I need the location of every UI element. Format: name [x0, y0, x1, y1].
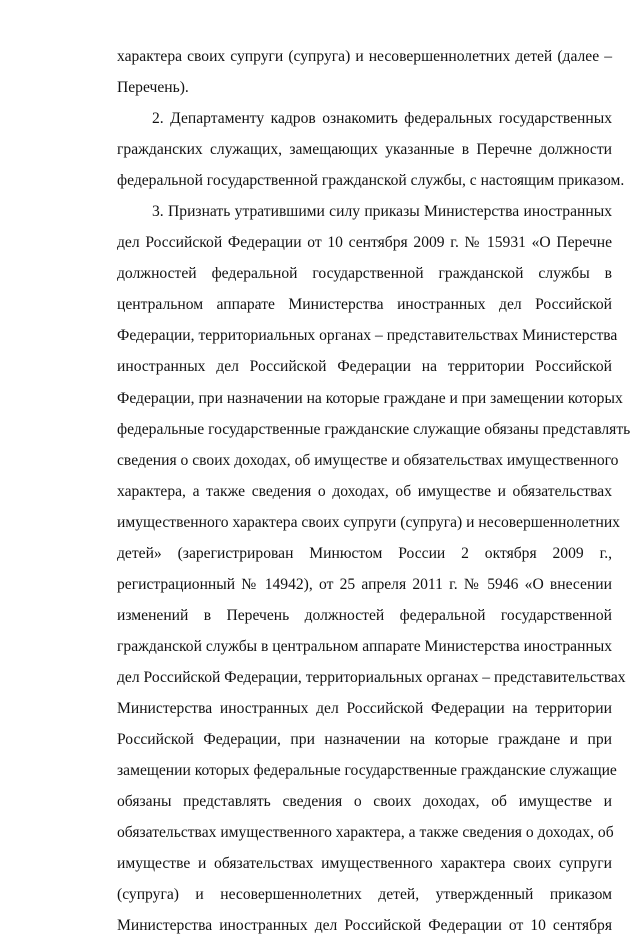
text-line: регистрационный № 14942), от 25 апреля 2011 г. № 5946 «О внесении	[117, 575, 612, 593]
text-line: центральном аппарате Министерства иностранных дел Российской	[117, 296, 612, 314]
text-line: сведения о своих доходах, об имуществе и обязательствах имущественного	[117, 451, 619, 469]
text-line: гражданской службы в центральном аппарате Министерства иностранных	[117, 637, 613, 655]
text-line: Российской Федерации, при назначении на которые граждане и при	[117, 731, 612, 749]
text-line: федеральной государственной гражданской службы, с настоящим приказом.	[117, 172, 625, 190]
text-line: гражданских служащих, замещающих указанные в Перечне должности	[117, 141, 612, 159]
text-line: Министерства иностранных дел Российской Федерации на территории	[117, 699, 612, 717]
text-line: иностранных дел Российской Федерации на территории Российской	[117, 358, 612, 376]
text-line: характера, а также сведения о доходах, об имуществе и обязательствах	[117, 482, 612, 500]
text-line: обязаны представлять сведения о своих доходах, об имуществе и	[117, 793, 612, 811]
text-line: дел Российской Федерации от 10 сентября 2009 г. № 15931 «О Перечне	[117, 234, 612, 252]
text-line: должностей федеральной государственной гражданской службы в	[117, 265, 612, 283]
document-body	[117, 41, 631, 941]
text-line: обязательствах имущественного характера, а также сведения о доходах, об	[117, 824, 614, 842]
paragraph-2	[117, 103, 625, 196]
text-line: имущественного характера своих супруги (супруга) и несовершеннолетних	[117, 513, 620, 531]
text-line: (супруга) и несовершеннолетних детей, утвержденный приказом	[117, 886, 612, 904]
text-line: характера своих супруги (супруга) и несовершеннолетних детей (далее –	[117, 48, 612, 65]
text-line: имуществе и обязательствах имущественного характера своих супруги	[117, 855, 612, 873]
text-line: Перечень).	[117, 79, 189, 97]
text-line: детей» (зарегистрирован Минюстом России 2 октября 2009 г.,	[117, 544, 612, 562]
text-line: Федерации, при назначении на которые граждане и при замещении которых	[117, 389, 623, 407]
text-line: 3. Признать утратившими силу приказы Министерства иностранных	[152, 203, 612, 221]
text-line: дел Российской Федерации, территориальных органах – представительствах	[117, 668, 626, 686]
text-line: Министерства иностранных дел Российской Федерации от 10 сентября	[117, 917, 612, 935]
paragraph-continuation	[117, 41, 612, 103]
text-line: Федерации, территориальных органах – представительствах Министерства	[117, 327, 618, 345]
text-line: 2. Департаменту кадров ознакомить федеральных государственных	[152, 110, 612, 128]
text-line: изменений в Перечень должностей федеральной государственной	[117, 606, 612, 624]
text-line: замещении которых федеральные государственные гражданские служащие	[117, 762, 617, 780]
text-line: федеральные государственные гражданские служащие обязаны представлять	[117, 420, 631, 438]
paragraph-3	[117, 196, 631, 941]
